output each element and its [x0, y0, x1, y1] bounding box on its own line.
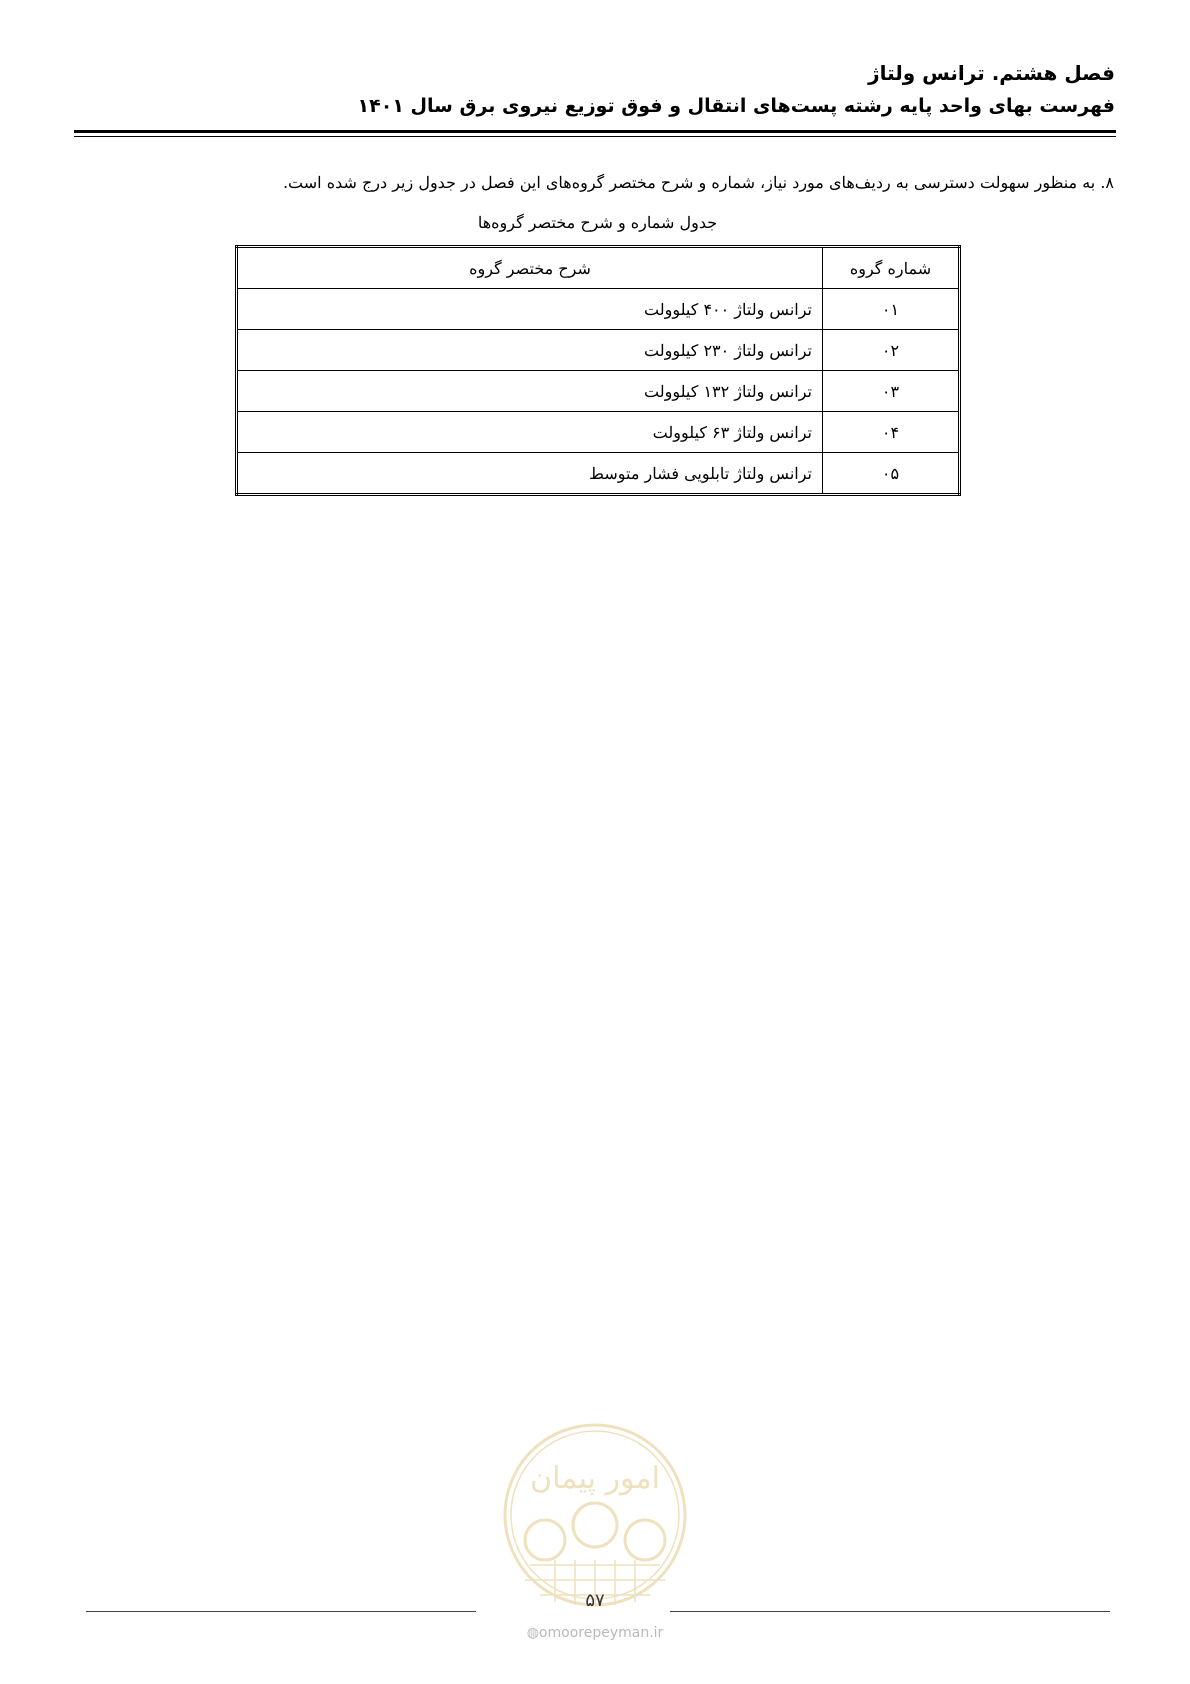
page-number: ۵۷ — [585, 1590, 605, 1611]
globe-icon: ◍ — [526, 1625, 539, 1641]
group-number-cell: ۰۴ — [823, 412, 960, 453]
chapter-title: فصل هشتم. ترانس ولتاژ — [868, 61, 1115, 85]
footer-rule-right — [670, 1611, 1110, 1612]
watermark-logo-icon — [500, 1420, 690, 1610]
table-row — [237, 453, 960, 495]
header-rule — [74, 130, 1116, 133]
group-number-cell: ۰۳ — [823, 371, 960, 412]
groups-table — [235, 245, 961, 496]
footer-rule-left — [86, 1611, 476, 1612]
group-number-cell: ۰۲ — [823, 330, 960, 371]
table-row — [237, 289, 960, 330]
table-row — [237, 371, 960, 412]
watermark-text: امور پیمان — [530, 1461, 660, 1496]
group-number-cell: ۰۵ — [823, 453, 960, 495]
page-header — [75, 56, 1115, 122]
group-description-cell: ترانس ولتاژ ۴۰۰ کیلوولت — [237, 289, 823, 330]
header-group-number: شماره گروه — [823, 247, 960, 289]
table-row — [237, 412, 960, 453]
table-header-row — [237, 247, 960, 289]
table-caption: جدول شماره و شرح مختصر گروه‌ها — [477, 213, 718, 232]
group-number-cell: ۰۱ — [823, 289, 960, 330]
header-description: شرح مختصر گروه — [237, 247, 823, 289]
site-url — [500, 1625, 690, 1641]
header-rule-thin — [74, 136, 1116, 137]
site-url-text: omoorepeyman.ir — [538, 1625, 664, 1641]
table-row — [237, 330, 960, 371]
group-description-cell: ترانس ولتاژ ۱۳۲ کیلوولت — [237, 371, 823, 412]
group-description-cell: ترانس ولتاژ ۶۳ کیلوولت — [237, 412, 823, 453]
group-description-cell: ترانس ولتاژ تابلویی فشار متوسط — [237, 453, 823, 495]
document-title: فهرست بهای واحد پایه رشته پست‌های انتقال و فوق توزیع نیروی برق سال ۱۴۰۱ — [357, 95, 1115, 117]
note-paragraph: ۸. به منظور سهولت دسترسی به ردیف‌های مورد نیاز، شماره و شرح مختصر گروه‌های این فصل در جدول زیر درج شده است. — [282, 173, 1114, 192]
group-description-cell: ترانس ولتاژ ۲۳۰ کیلوولت — [237, 330, 823, 371]
